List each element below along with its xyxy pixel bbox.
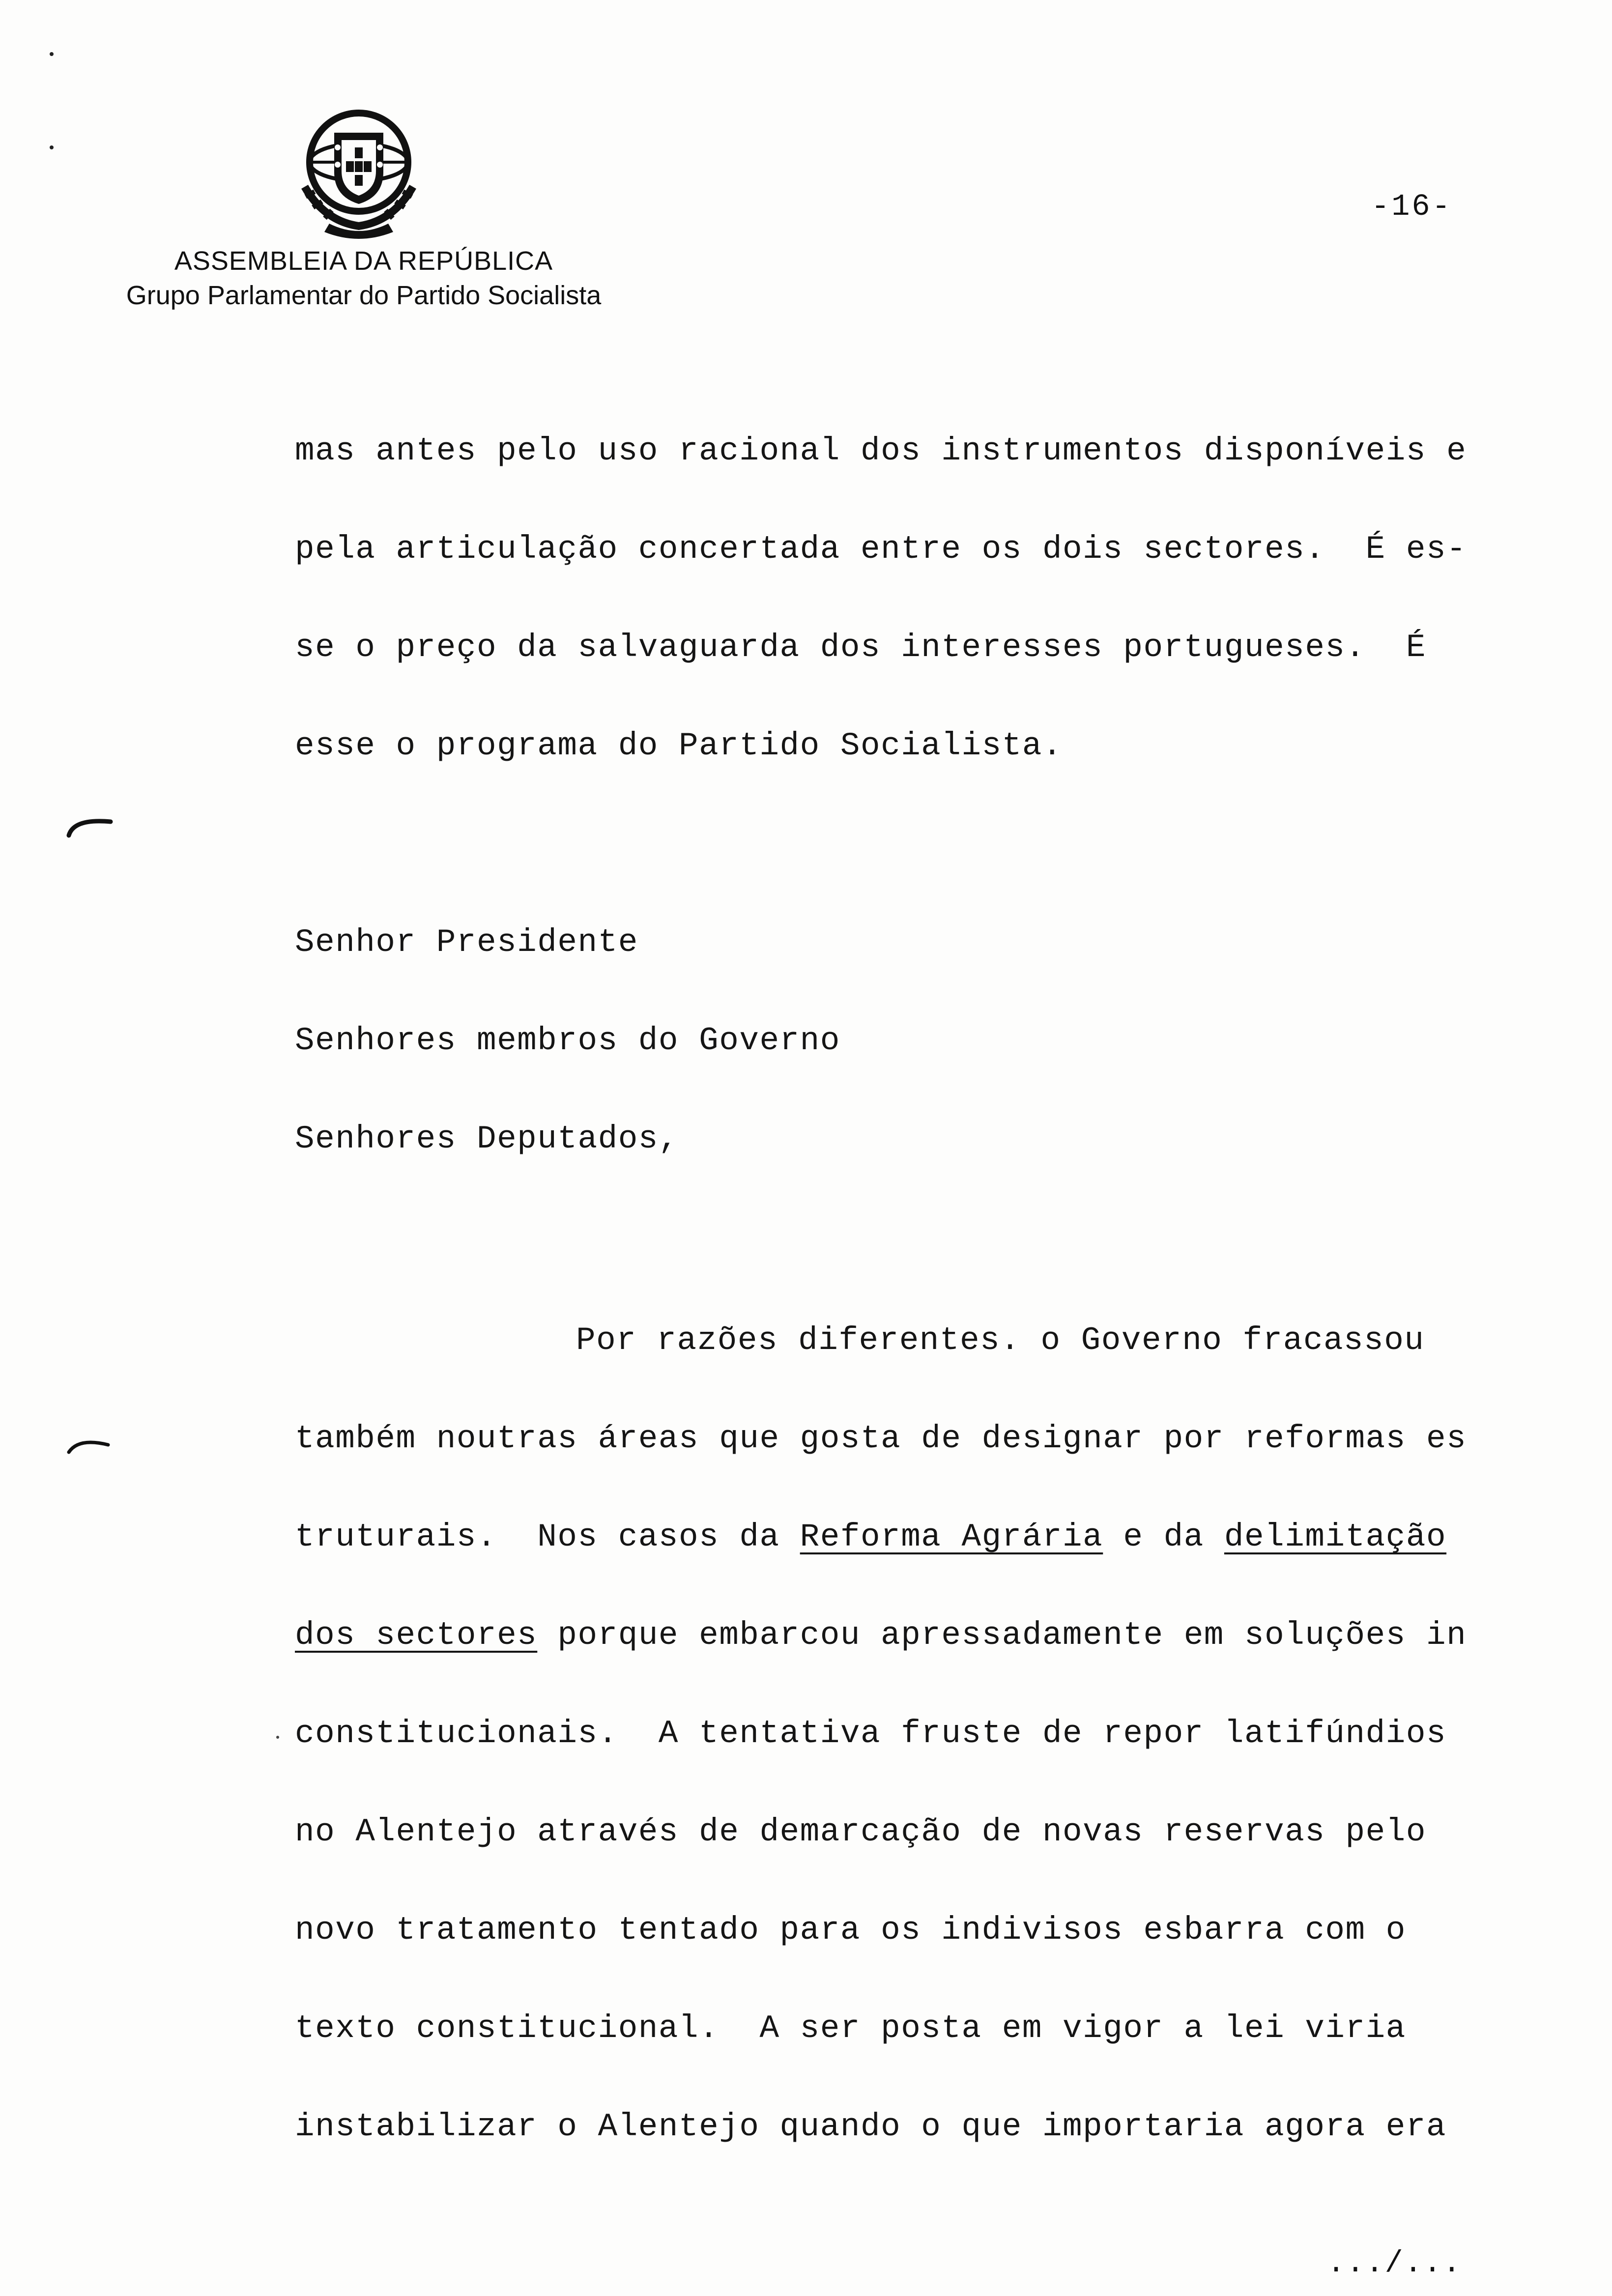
parliamentary-group-name: Grupo Parlamentar do Partido Socialista (126, 281, 602, 310)
paragraph2-line3-mid: e da (1103, 1519, 1224, 1555)
coat-of-arms-icon (295, 103, 423, 241)
scan-dot-icon (47, 49, 57, 59)
salutation-president: Senhor Presidente (295, 924, 638, 961)
paragraph2-line5: constitucionais. A tentativa fruste de repor latifúndios (295, 1715, 1447, 1752)
underlined-reforma-agraria: Reforma Agrária (800, 1519, 1103, 1555)
paragraph2-line1: Por razões diferentes. o Governo fracassou (576, 1322, 1425, 1359)
scan-dot-icon (273, 1732, 283, 1742)
scan-mark-icon (64, 811, 118, 840)
underlined-delimitacao: delimitação (1224, 1519, 1447, 1555)
paragraph2-line7: novo tratamento tentado para os indivisos esbarra com o (295, 1912, 1406, 1949)
underlined-dos-sectores: dos sectores (295, 1617, 538, 1654)
scan-dot-icon (47, 143, 57, 152)
continuation-marker: .../... (1327, 2246, 1462, 2281)
paragraph2-line6: no Alentejo através de demarcação de novas reservas pelo (295, 1813, 1426, 1850)
paragraph2-line4-rest: porque embarcou apressadamente em soluções in (537, 1617, 1467, 1654)
paragraph2-line3 (295, 1519, 1446, 1555)
scan-mark-icon (64, 1428, 118, 1457)
salutation-government: Senhores membros do Governo (295, 1022, 840, 1059)
paragraph2-line9: instabilizar o Alentejo quando o que importaria agora era (295, 2108, 1447, 2145)
salutation-deputies: Senhores Deputados, (295, 1120, 679, 1157)
paragraph1-line4: esse o programa do Partido Socialista. (295, 727, 1063, 764)
page-number: -16- (1371, 189, 1452, 224)
paragraph1-line1: mas antes pelo uso racional dos instrumentos disponíveis e (295, 432, 1467, 469)
paragraph2-line8: texto constitucional. A ser posta em vigor a lei viria (295, 2010, 1406, 2047)
institution-name: ASSEMBLEIA DA REPÚBLICA (174, 246, 553, 276)
paragraph2-line2: também noutras áreas que gosta de designar por reformas es (295, 1420, 1467, 1457)
paragraph2-line4 (295, 1617, 1467, 1654)
paragraph1-line2: pela articulação concertada entre os dois sectores. É es- (295, 531, 1467, 568)
paragraph2-line3-start: truturais. Nos casos da (295, 1519, 800, 1555)
paragraph1-line3: se o preço da salvaguarda dos interesses portugueses. É (295, 629, 1426, 666)
